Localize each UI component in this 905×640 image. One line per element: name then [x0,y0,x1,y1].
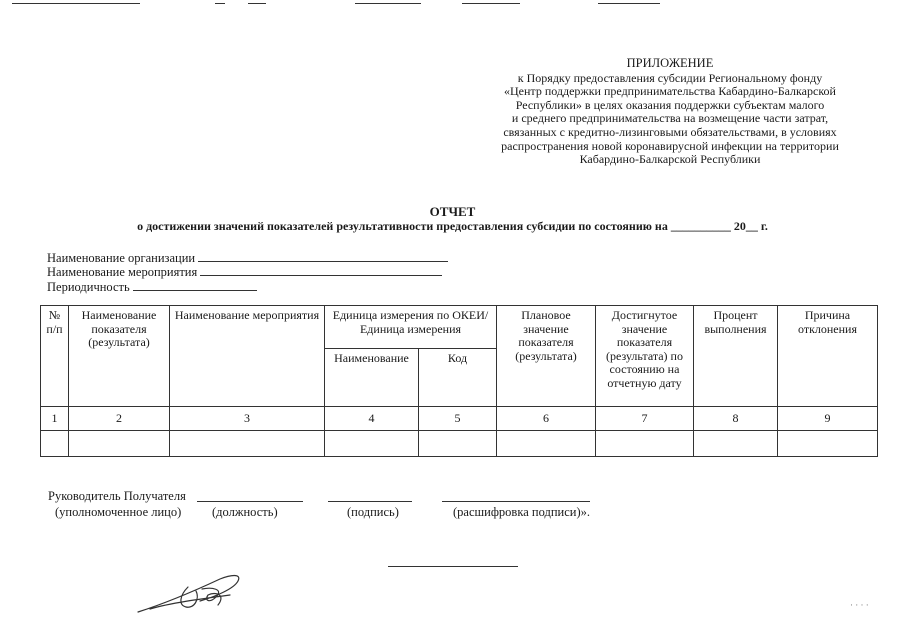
col-number: 5 [419,407,497,431]
table-cell[interactable] [419,431,497,457]
signature-caption: (подпись) [347,505,399,519]
event-input-line[interactable] [200,264,442,276]
period-label: Периодичность [47,280,130,294]
col-number: 9 [778,407,878,431]
organization-label: Наименование организации [47,251,196,265]
table-row [41,431,878,457]
scan-line [598,3,660,4]
period-input-line[interactable] [133,279,257,291]
header-event: Наименование мероприятия [170,306,325,407]
decoding-line[interactable] [442,501,590,502]
authorized-caption: (уполномоченное лицо) [55,505,182,519]
appendix-block [470,57,870,167]
header-percent: Процент выполнения [694,306,778,407]
scan-line [12,3,140,4]
header-unit-group: Единица измерения по ОКЕИ/Единица измерения [325,306,497,349]
table-cell[interactable] [778,431,878,457]
event-field [47,264,442,280]
handwritten-signature-icon [130,565,250,620]
header-achieved: Достигнутое значение показателя (результата) по состоянию на отчетную дату [596,306,694,407]
position-caption: (должность) [212,505,278,519]
event-label: Наименование мероприятия [47,265,198,279]
col-number: 4 [325,407,419,431]
table-cell[interactable] [325,431,419,457]
table-cell[interactable] [170,431,325,457]
header-reason: Причина отклонения [778,306,878,407]
header-num: № п/п [41,306,69,407]
table-cell[interactable] [694,431,778,457]
appendix-line: и среднего предпринимательства на возмещение части затрат, [511,111,829,126]
col-number: 6 [497,407,596,431]
report-subtitle: о достижении значений показателей результативности предоставления субсидии по состоянию на __________ 20__ г. [137,219,768,233]
position-line[interactable] [197,501,303,502]
organization-input-line[interactable] [198,250,448,262]
col-number: 1 [41,407,69,431]
appendix-line: распространения новой коронавирусной инфекции на территории [501,138,839,153]
appendix-line: «Центр поддержки предпринимательства Кабардино-Балкарской [504,84,836,99]
col-number: 8 [694,407,778,431]
signature-line[interactable] [328,501,412,502]
appendix-line: связанных с кредитно-лизинговыми обязательствами, в условиях [503,124,837,139]
appendix-line: Республики» в целях оказания поддержки субъектам малого [515,97,825,112]
head-label: Руководитель Получателя [48,489,186,503]
header-unit-name: Наименование [325,349,419,407]
header-indicator: Наименование показателя (результата) [69,306,170,407]
appendix-line: к Порядку предоставления субсидии Региональному фонду [517,70,823,85]
table-row [41,407,878,431]
bottom-line [388,566,518,567]
col-number: 3 [170,407,325,431]
appendix-heading: ПРИЛОЖЕНИЕ [626,56,714,70]
col-number: 2 [69,407,170,431]
report-title: ОТЧЕТ [429,204,476,219]
report-table [40,305,878,457]
decoding-caption: (расшифровка подписи)». [453,505,590,519]
period-field [47,279,257,295]
scan-line [215,3,225,4]
header-unit-code: Код [419,349,497,407]
scan-marks: · · · · [850,600,869,610]
header-planned: Плановое значение показателя (результата) [497,306,596,407]
scan-line [355,3,421,4]
table-cell[interactable] [596,431,694,457]
scan-line [248,3,266,4]
col-number: 7 [596,407,694,431]
scan-line [462,3,520,4]
table-cell[interactable] [41,431,69,457]
table-cell[interactable] [69,431,170,457]
appendix-line: Кабардино-Балкарской Республики [579,152,761,167]
table-cell[interactable] [497,431,596,457]
